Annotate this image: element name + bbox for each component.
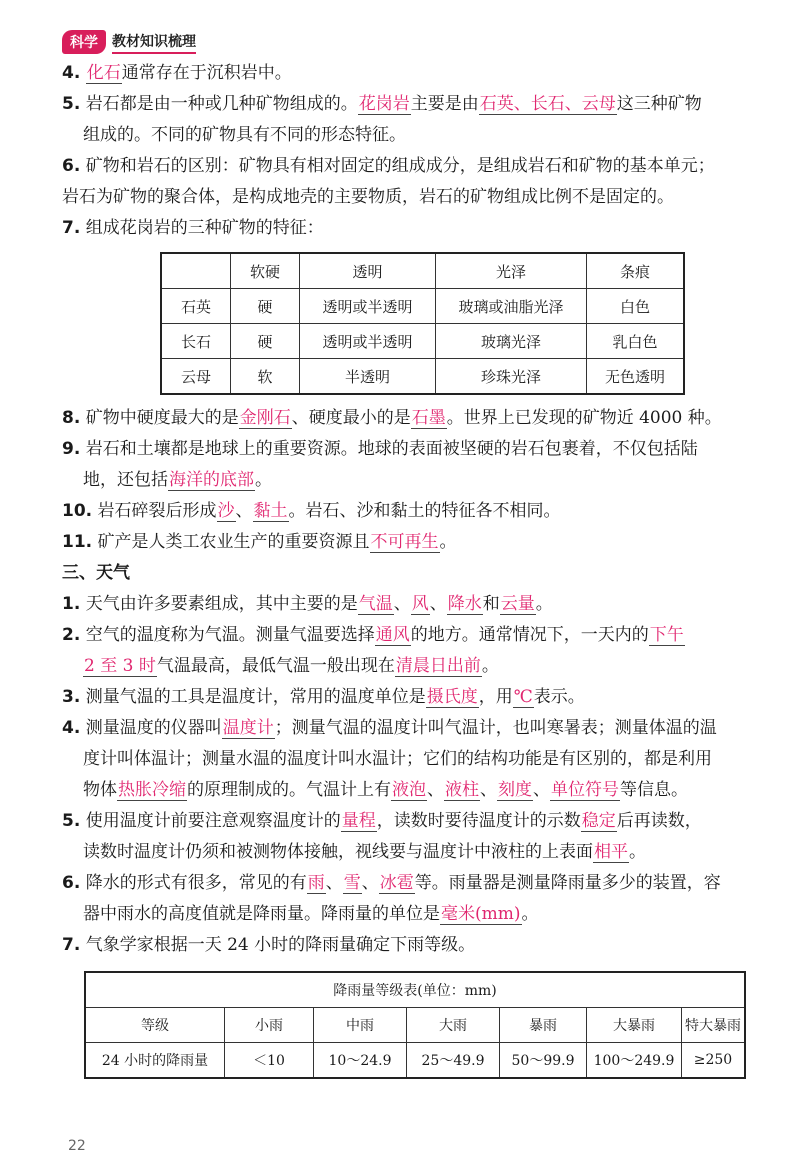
page-number: 22 xyxy=(68,1138,86,1154)
item-8: 8. 矿物中硬度最大的是金刚石、硬度最小的是石墨。世界上已发现的矿物近 4000 种。 xyxy=(62,408,722,428)
weather-item-4-line-2: 度计叫体温计；测量水温的温度计叫水温计；它们的结构功能是有区别的，都是利用 xyxy=(83,749,712,769)
answer-clay: 黏土 xyxy=(253,501,288,521)
table-cell: 条痕 xyxy=(587,253,685,289)
subject-badge: 科学 xyxy=(62,30,106,54)
table-cell: 小雨 xyxy=(225,1008,314,1043)
table-cell: 硬 xyxy=(231,324,300,359)
table-cell: 石英 xyxy=(161,289,231,324)
answer-fossil: 化石 xyxy=(86,63,121,83)
item-6: 6. 矿物和岩石的区别：矿物具有相对固定的组成成分，是组成岩石和矿物的基本单元； xyxy=(62,156,715,176)
item-6-line-2: 岩石为矿物的聚合体，是构成地壳的主要物质，岩石的矿物组成比例不是固定的。 xyxy=(62,187,674,207)
table-cell: 白色 xyxy=(587,289,685,324)
table-header-row xyxy=(85,1008,745,1043)
table-title: 降雨量等级表(单位：mm) xyxy=(85,972,745,1008)
table-cell: 珍珠光泽 xyxy=(436,359,587,395)
table-cell: 中雨 xyxy=(314,1008,407,1043)
table-cell: 半透明 xyxy=(300,359,436,395)
table-cell: 无色透明 xyxy=(587,359,685,395)
table-cell: 25～49.9 xyxy=(407,1043,500,1079)
table-cell: ≥250 xyxy=(682,1043,746,1079)
table-header-row xyxy=(161,253,684,289)
table-cell: 长石 xyxy=(161,324,231,359)
answer-ocean-floor: 海洋的底部 xyxy=(169,470,254,490)
table-title-row xyxy=(85,972,745,1008)
item-4: 4. 化石通常存在于沉积岩中。 xyxy=(62,63,292,83)
table-cell: 光泽 xyxy=(436,253,587,289)
item-5: 5. 岩石都是由一种或几种矿物组成的。花岗岩主要是由石英、长石、云母这三种矿物 xyxy=(62,94,702,114)
table-cell: 100～249.9 xyxy=(587,1043,682,1079)
answer-minerals: 石英、长石、云母 xyxy=(479,94,616,114)
weather-item-4-line-3: 物体热胀冷缩的原理制成的。气温计上有液泡、液柱、刻度、单位符号等信息。 xyxy=(83,780,688,800)
table-row xyxy=(161,324,684,359)
weather-item-7: 7. 气象学家根据一天 24 小时的降雨量确定下雨等级。 xyxy=(62,935,476,955)
weather-item-6-line-2: 器中雨水的高度值就是降雨量。降雨量的单位是毫米(mm)。 xyxy=(83,904,539,924)
table-cell: ＜10 xyxy=(225,1043,314,1079)
item-10: 10. 岩石碎裂后形成沙、黏土。岩石、沙和黏土的特征各不相同。 xyxy=(62,501,561,521)
header-title: 教材知识梳理 xyxy=(112,31,196,54)
table-cell: 10～24.9 xyxy=(314,1043,407,1079)
table-row xyxy=(85,1043,745,1079)
weather-item-4: 4. 测量温度的仪器叫温度计；测量气温的温度计叫气温计，也叫寒暑表；测量体温的温 xyxy=(62,718,717,738)
page-header xyxy=(62,30,196,54)
section-heading-weather: 三、天气 xyxy=(62,563,130,583)
table-cell: 暴雨 xyxy=(500,1008,587,1043)
table-cell: 玻璃或油脂光泽 xyxy=(436,289,587,324)
weather-item-5: 5. 使用温度计前要注意观察温度计的量程，读数时要待温度计的示数稳定后再读数， xyxy=(62,811,702,831)
answer-sand: 沙 xyxy=(217,501,235,521)
table-cell: 透明或半透明 xyxy=(300,324,436,359)
weather-item-2: 2. 空气的温度称为气温。测量气温要选择通风的地方。通常情况下，一天内的下午 xyxy=(62,625,684,645)
table-cell: 透明或半透明 xyxy=(300,289,436,324)
item-5-line-2: 组成的。不同的矿物具有不同的形态特征。 xyxy=(83,125,406,145)
mineral-feature-table xyxy=(160,252,685,395)
table-cell: 24 小时的降雨量 xyxy=(85,1043,225,1079)
weather-item-2-line-2: 2 至 3 时气温最高，最低气温一般出现在清晨日出前。 xyxy=(84,656,499,676)
table-cell: 软硬 xyxy=(231,253,300,289)
table-cell: 特大暴雨 xyxy=(682,1008,746,1043)
table-cell: 软 xyxy=(231,359,300,395)
weather-item-6: 6. 降水的形式有很多，常见的有雨、雪、冰雹等。雨量器是测量降雨量多少的装置，容 xyxy=(62,873,721,893)
rainfall-level-table xyxy=(84,971,746,1079)
weather-item-5-line-2: 读数时温度计仍须和被测物体接触，视线要与温度计中液柱的上表面相平。 xyxy=(83,842,646,862)
table-cell: 玻璃光泽 xyxy=(436,324,587,359)
table-cell xyxy=(161,253,231,289)
item-11: 11. 矿产是人类工农业生产的重要资源且不可再生。 xyxy=(62,532,457,552)
answer-granite: 花岗岩 xyxy=(358,94,410,114)
table-cell: 50～99.9 xyxy=(500,1043,587,1079)
weather-item-3: 3. 测量气温的工具是温度计，常用的温度单位是摄氏度，用℃表示。 xyxy=(62,687,585,707)
item-7: 7. 组成花岗岩的三种矿物的特征： xyxy=(62,218,324,238)
weather-item-1: 1. 天气由许多要素组成，其中主要的是气温、风、降水和云量。 xyxy=(62,594,553,614)
table-cell: 硬 xyxy=(231,289,300,324)
table-row xyxy=(161,359,684,395)
item-9: 9. 岩石和土壤都是地球上的重要资源。地球的表面被坚硬的岩石包裹着，不仅包括陆 xyxy=(62,439,698,459)
table-cell: 大雨 xyxy=(407,1008,500,1043)
table-cell: 透明 xyxy=(300,253,436,289)
page-content xyxy=(62,58,762,1079)
answer-diamond: 金刚石 xyxy=(239,408,291,428)
table-cell: 云母 xyxy=(161,359,231,395)
table-cell: 大暴雨 xyxy=(587,1008,682,1043)
table-row xyxy=(161,289,684,324)
table-cell: 等级 xyxy=(85,1008,225,1043)
answer-graphite: 石墨 xyxy=(411,408,446,428)
table-cell: 乳白色 xyxy=(587,324,685,359)
answer-non-renewable: 不可再生 xyxy=(370,532,439,552)
item-9-line-2: 地，还包括海洋的底部。 xyxy=(83,470,272,490)
